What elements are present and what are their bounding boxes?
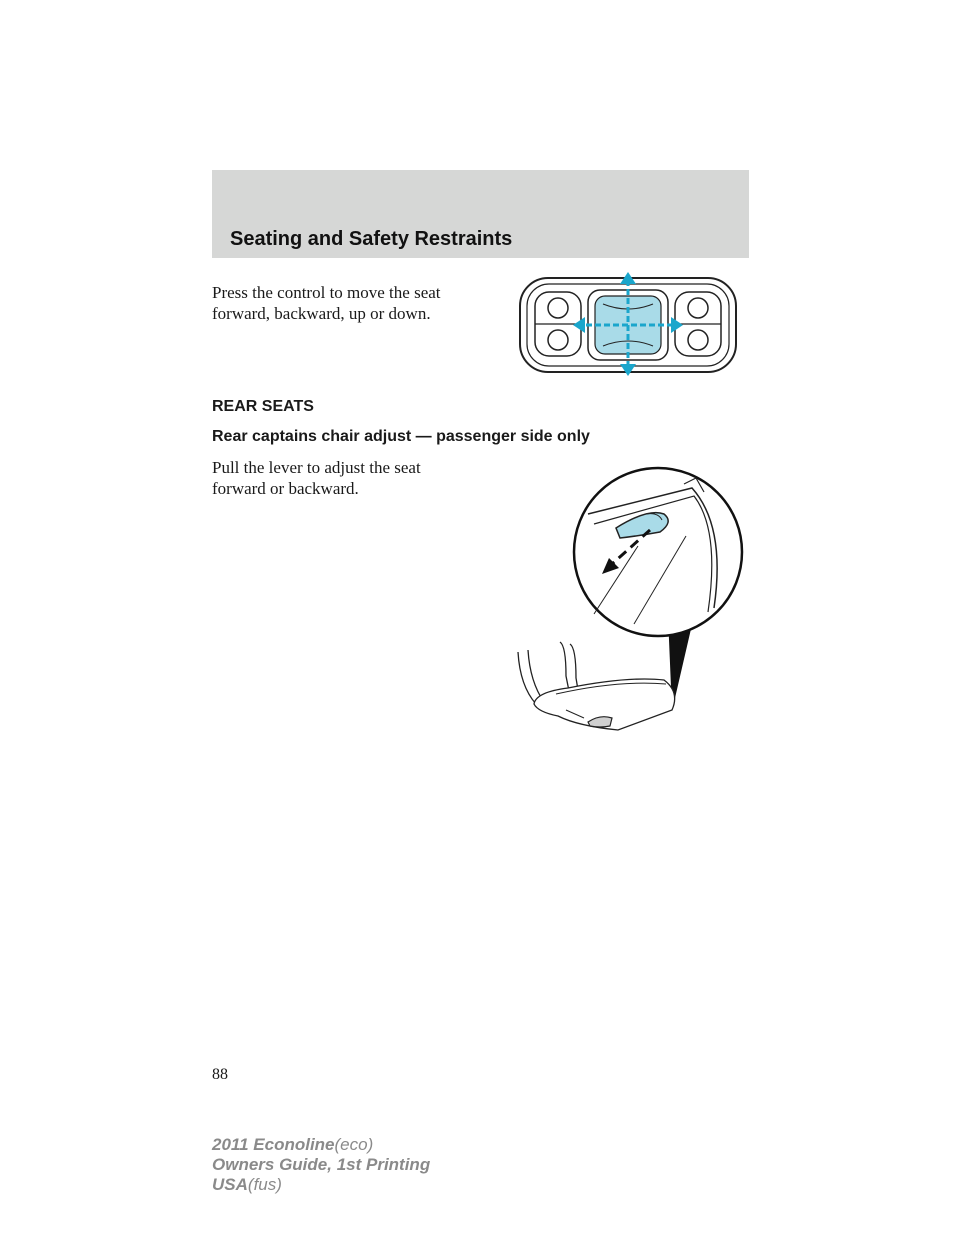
rear-seats-heading: REAR SEATS (212, 398, 314, 415)
instruction-line: forward, backward, up or down. (212, 304, 431, 323)
footer-market: USA (212, 1175, 248, 1194)
footer-model: 2011 Econoline (212, 1135, 335, 1154)
instruction-line: Pull the lever to adjust the seat (212, 458, 421, 477)
footer-model-code: (eco) (334, 1135, 374, 1154)
seat-control-illustration (515, 270, 741, 376)
page-number: 88 (212, 1066, 228, 1083)
instruction-line: forward or backward. (212, 479, 359, 498)
footer-line-model (212, 1135, 430, 1155)
power-seat-instructions (212, 282, 441, 324)
footer-line-market (212, 1175, 430, 1195)
document-footer (212, 1135, 430, 1195)
footer-line-edition: Owners Guide, 1st Printing (212, 1155, 431, 1174)
instruction-line: Press the control to move the seat (212, 283, 441, 302)
captains-chair-lever-illustration (508, 466, 748, 736)
section-title: Seating and Safety Restraints (230, 228, 513, 250)
footer-market-code: (fus) (247, 1175, 282, 1194)
captains-chair-heading: Rear captains chair adjust — passenger side only (212, 428, 590, 445)
captains-chair-instructions (212, 457, 421, 499)
